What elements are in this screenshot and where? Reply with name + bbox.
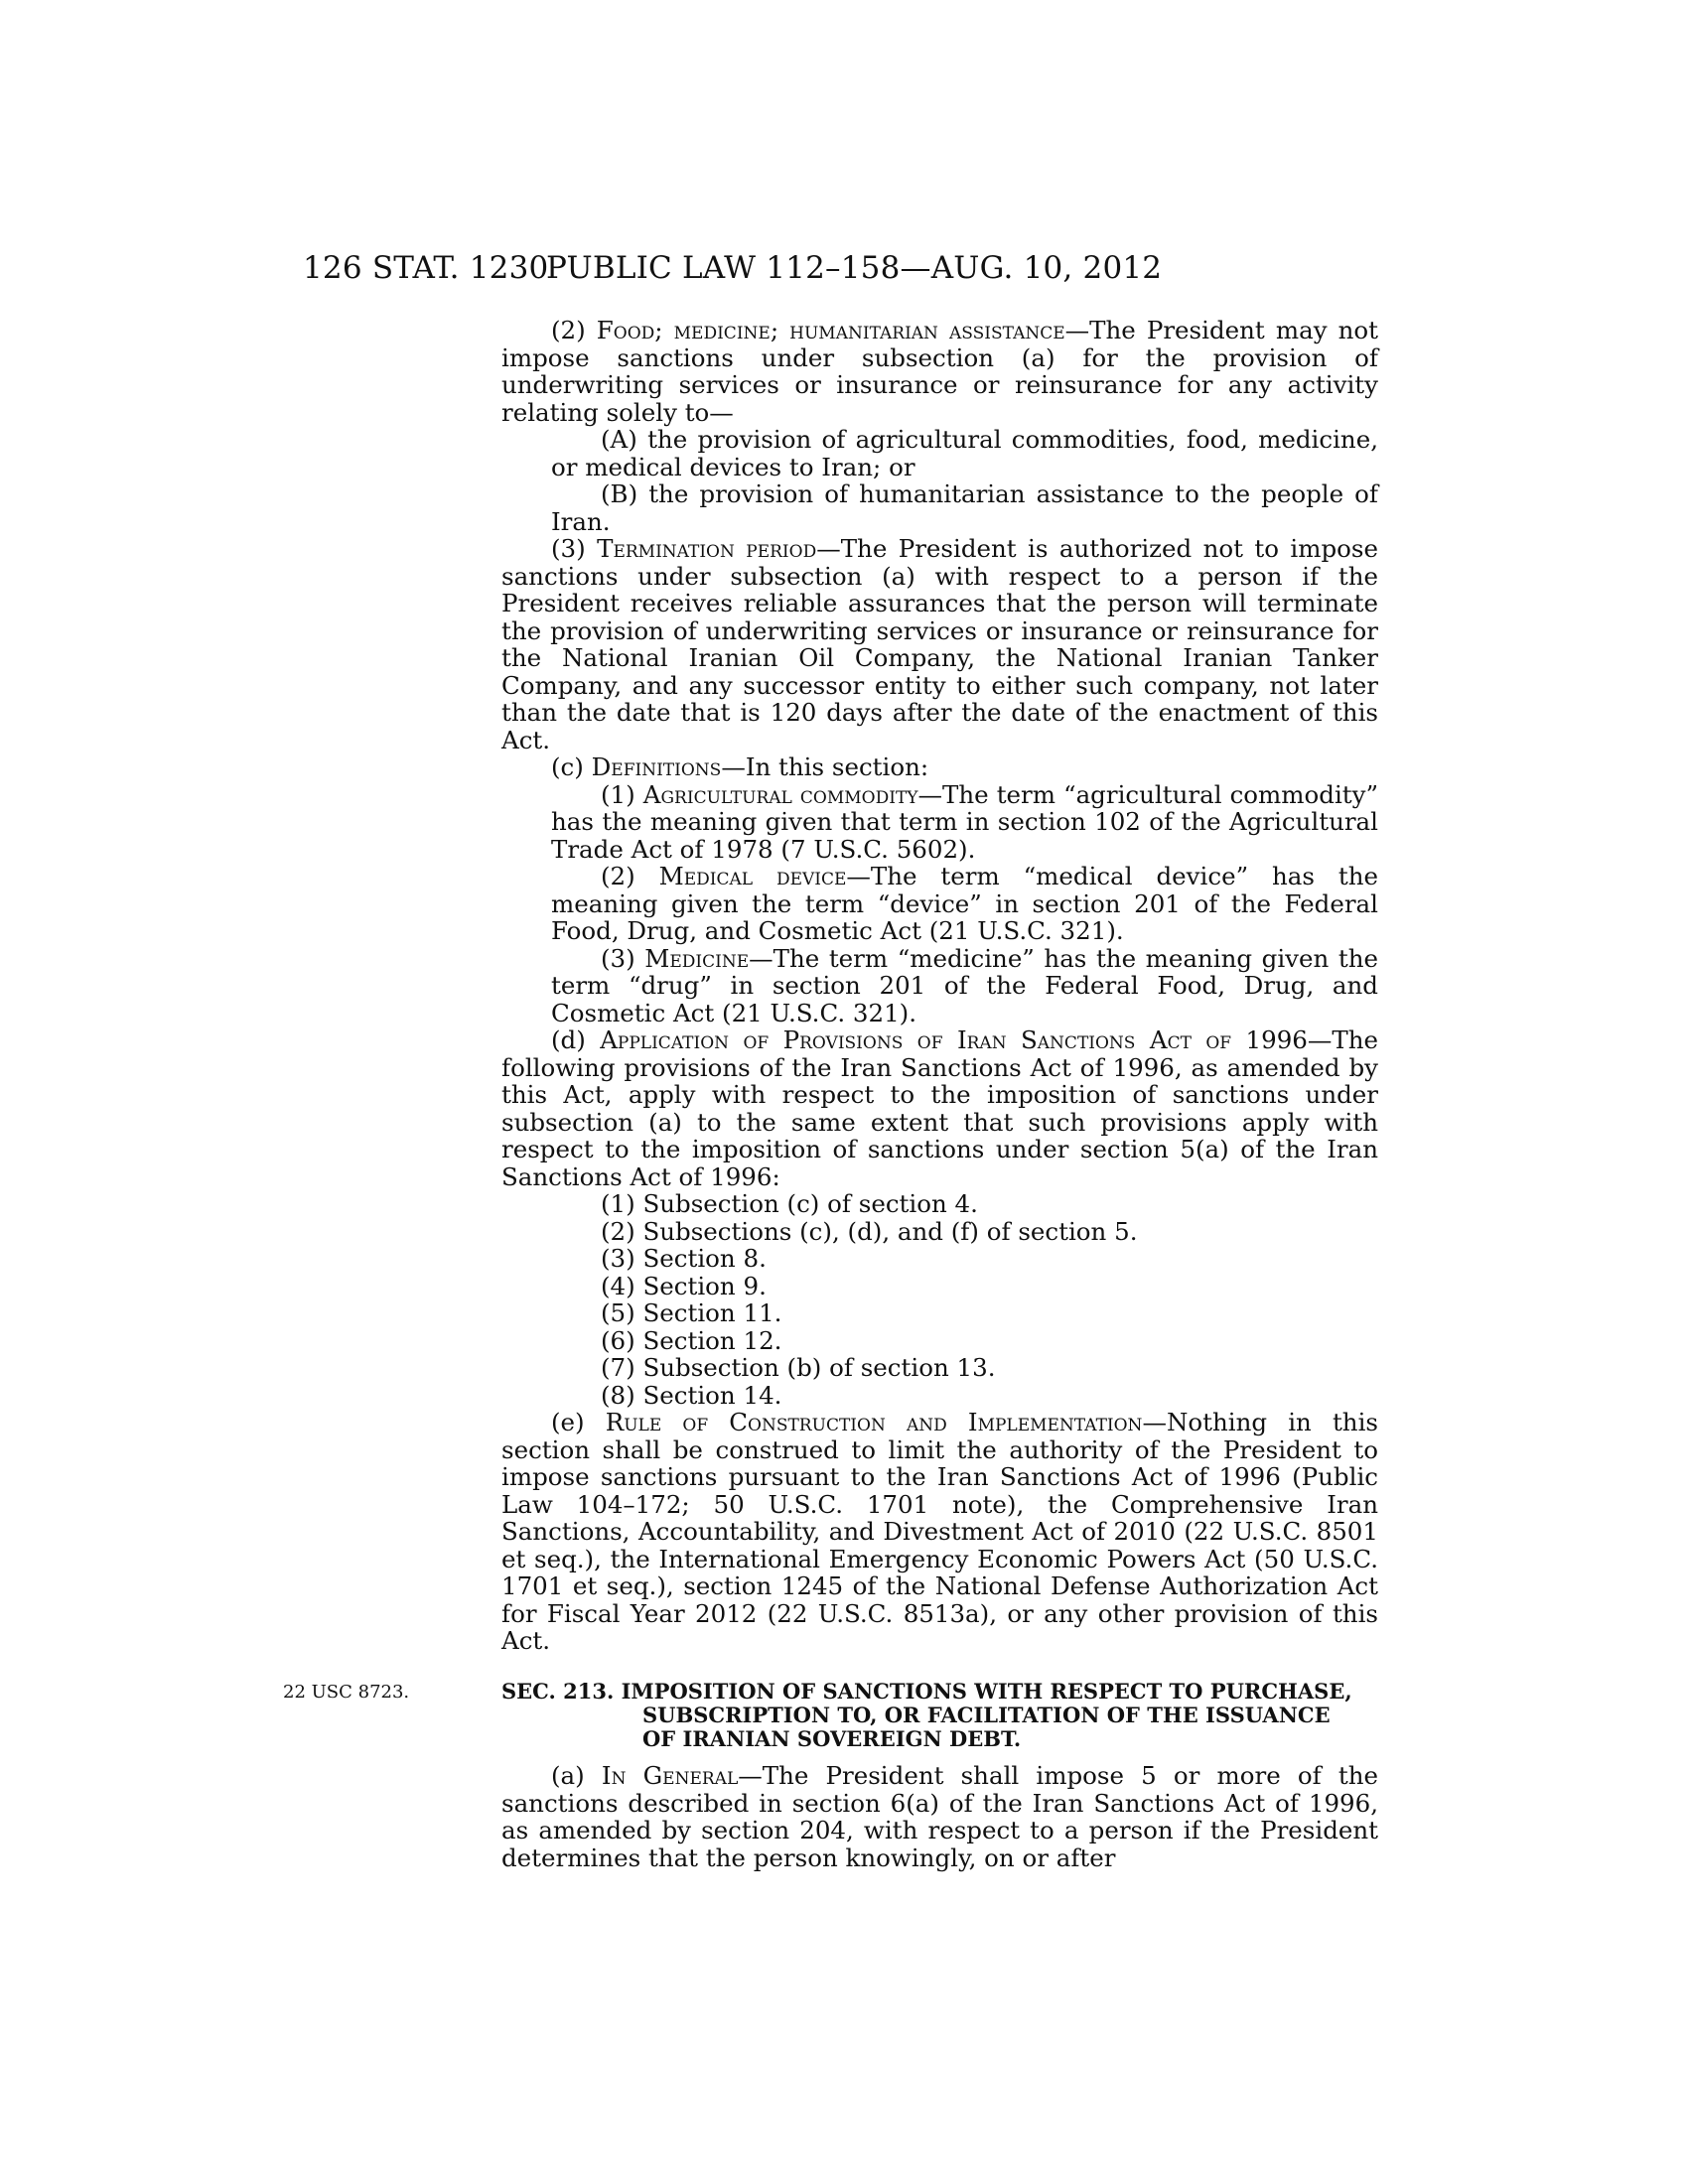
paragraph-heading: Termination period <box>597 534 817 563</box>
paragraph-c2: (2) Medical device—The term “medical device” has the meaning given the term “device” in section 201 of the Federal Food, Drug, and Cosmetic Act (21 U.S.C. 321). <box>551 862 1378 945</box>
subsection-c: (c) Definitions—In this section: <box>551 752 929 781</box>
subsection-heading: Definitions <box>591 752 722 781</box>
subsection-d: (d) Application of Provisions of Iran Sanctions Act of 1996—The following provisions of the Iran Sanctions Act of 1996, as amended by this Act, apply with respect to the imposition of sanctions under subsection (a) to the same extent that such provisions apply with respect to the imposition of sanctions under section 5(a) of the Iran Sanctions Act of 1996: <box>501 1025 1378 1191</box>
paragraph-heading: Medicine <box>644 943 750 973</box>
subparagraph-b2-B: (B) the provision of humanitarian assistance to the people of Iran. <box>551 479 1378 536</box>
subsection-heading: In General <box>601 1761 739 1790</box>
list-item: (1) Subsection (c) of section 4. <box>601 1189 978 1218</box>
page-header-title: PUBLIC LAW 112–158—AUG. 10, 2012 <box>546 250 1163 286</box>
page-stat-reference: 126 STAT. 1230 <box>303 250 549 286</box>
section-heading-line: SUBSCRIPTION TO, OR FACILITATION OF THE ISSUANCE <box>642 1703 1331 1727</box>
subsection-heading: Application of Provisions of Iran Sanctions Act of 1996 <box>600 1025 1308 1054</box>
paragraph-c3: (3) Medicine—The term “medicine” has the meaning given the term “drug” in section 201 of the Federal Food, Drug, and Cosmetic Act (21 U.S.C. 321). <box>551 943 1378 1027</box>
paragraph-text: —The term “medical device” has the meaning given the term “device” in section 201 of the Federal Food, Drug, and Cosmetic Act (21 U.S.C. 321). <box>551 862 1378 945</box>
subsection-heading: Rule of Construction and Implementation <box>605 1408 1143 1436</box>
paragraph-text: —The term “agricultural commodity” has the meaning given that term in section 102 of the Agricultural Trade Act of 1978 (7 U.S.C. 5602). <box>551 779 1379 864</box>
section-heading-line: SEC. 213. IMPOSITION OF SANCTIONS WITH RESPECT TO PURCHASE, <box>501 1679 1352 1704</box>
subsection-text: —The President shall impose 5 or more of the sanctions described in section 6(a) of the Iran Sanctions Act of 1996, as amended by section 204, with respect to a person if the President determines that the person knowingly, on or after <box>501 1761 1378 1872</box>
paragraph-text: —The President may not impose sanctions under subsection (a) for the provision of underwriting services or insurance or reinsurance for any activity relating solely to— <box>501 316 1378 427</box>
list-item: (3) Section 8. <box>601 1244 767 1273</box>
subsection-text: —Nothing in this section shall be construed to limit the authority of the President to impose sanctions pursuant to the Iran Sanctions Act of 1996 (Public Law 104–172; 50 U.S.C. 1701 note), the Comprehensive Iran Sanctions, Accountability, and Divestment Act of 2010 (22 U.S.C. 8501 et seq.), the International Emergency Economic Powers Act (50 U.S.C. 1701 et seq.), section 1245 of the National Defense Authorization Act for Fiscal Year 2012 (22 U.S.C. 8513a), or any other provision of this Act. <box>501 1408 1378 1655</box>
paragraph-text: —The President is authorized not to impose sanctions under subsection (a) with respect to a person if the President receives reliable assurances that the person will terminate the provision of underwriting services or insurance or reinsurance for the National Iranian Oil Company, the National Iranian Tanker Company, and any successor entity to either such company, not later than the date that is 120 days after the date of the enactment of this Act. <box>501 534 1378 754</box>
subparagraph-b2-A: (A) the provision of agricultural commodities, food, medicine, or medical devices to Iran; or <box>551 425 1378 481</box>
section-213-body <box>501 1762 1378 1871</box>
list-item: (2) Subsections (c), (d), and (f) of section 5. <box>601 1216 1138 1246</box>
subsection-text: —In this section: <box>721 752 929 781</box>
paragraph-b3: (3) Termination period—The President is authorized not to impose sanctions under subsection (a) with respect to a person if the President receives reliable assurances that the person will terminate the provision of underwriting services or insurance or reinsurance for the National Iranian Oil Company, the National Iranian Tanker Company, and any successor entity to either such company, not later than the date that is 120 days after the date of the enactment of this Act. <box>501 534 1378 754</box>
list-item: (7) Subsection (b) of section 13. <box>601 1353 996 1382</box>
section-heading <box>501 1680 1378 1751</box>
list-item: (4) Section 9. <box>601 1271 767 1300</box>
paragraph-heading: Food; medicine; humanitarian assistance <box>596 316 1065 344</box>
paragraph-heading: Medical device <box>658 862 847 890</box>
subsection-e: (e) Rule of Construction and Implementation—Nothing in this section shall be construed to limit the authority of the President to impose sanctions pursuant to the Iran Sanctions Act of 1996 (Public Law 104–172; 50 U.S.C. 1701 note), the Comprehensive Iran Sanctions, Accountability, and Divestment Act of 2010 (22 U.S.C. 8501 et seq.), the International Emergency Economic Powers Act (50 U.S.C. 1701 et seq.), section 1245 of the National Defense Authorization Act for Fiscal Year 2012 (22 U.S.C. 8513a), or any other provision of this Act. <box>501 1408 1378 1655</box>
paragraph-b2: (2) Food; medicine; humanitarian assistance—The President may not impose sanctions under subsection (a) for the provision of underwriting services or insurance or reinsurance for any activity relating solely to— <box>501 316 1378 427</box>
subsection-text: —The following provisions of the Iran Sanctions Act of 1996, as amended by this Act, apply with respect to the imposition of sanctions under subsection (a) to the same extent that such provisions apply with respect to the imposition of sanctions under section 5(a) of the Iran Sanctions Act of 1996: <box>501 1025 1378 1191</box>
list-item: (6) Section 12. <box>601 1325 782 1355</box>
paragraph-text: —The term “medicine” has the meaning given the term “drug” in section 201 of the Federal Food, Drug, and Cosmetic Act (21 U.S.C. 321). <box>551 943 1378 1027</box>
list-item: (5) Section 11. <box>601 1298 782 1327</box>
document-body <box>501 317 1378 1655</box>
list-item: (8) Section 14. <box>601 1380 782 1410</box>
section-heading-line: OF IRANIAN SOVEREIGN DEBT. <box>642 1726 1022 1751</box>
margin-citation: 22 USC 8723. <box>283 1682 410 1703</box>
subsection-a: (a) In General—The President shall impose 5 or more of the sanctions described in section 6(a) of the Iran Sanctions Act of 1996, as amended by section 204, with respect to a person if the President determines that the person knowingly, on or after <box>501 1761 1378 1872</box>
paragraph-heading: Agricultural commodity <box>642 779 918 809</box>
paragraph-c1: (1) Agricultural commodity—The term “agricultural commodity” has the meaning given that term in section 102 of the Agricultural Trade Act of 1978 (7 U.S.C. 5602). <box>551 779 1379 864</box>
